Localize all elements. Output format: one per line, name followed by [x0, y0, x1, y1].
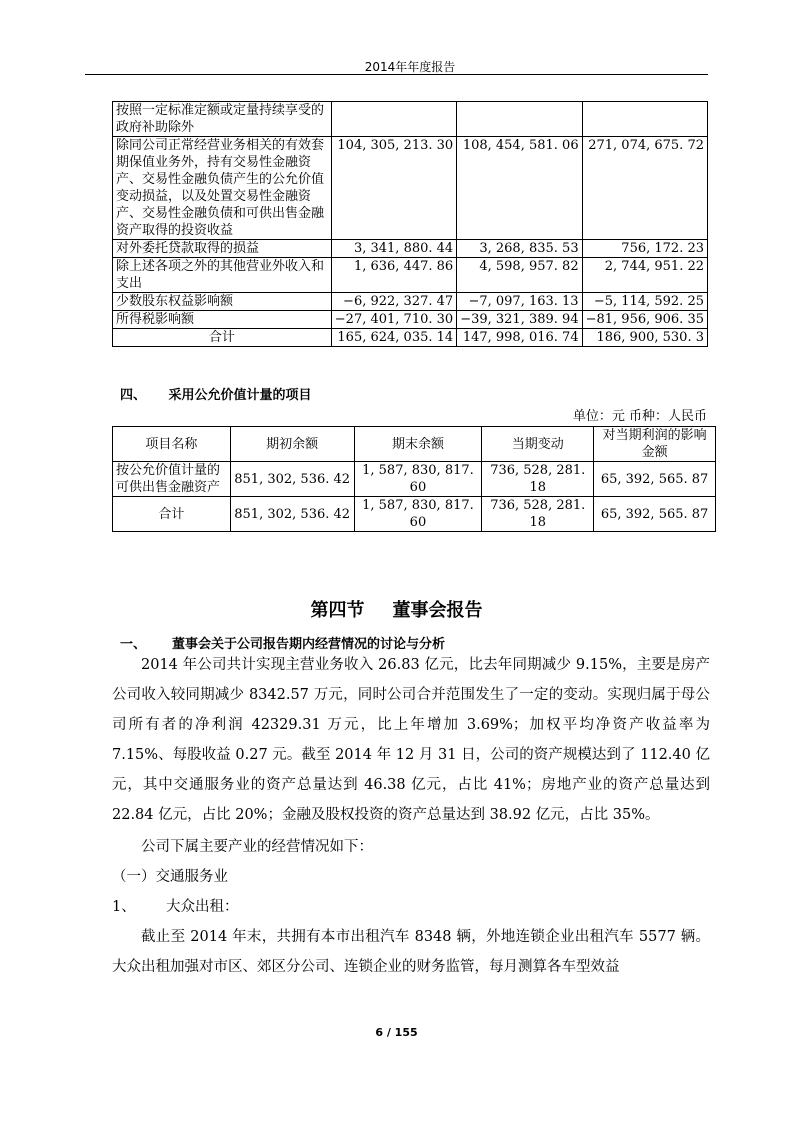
cell-value: 271, 074, 675. 72 — [582, 137, 707, 240]
cell-value: 851, 302, 536. 42 — [230, 462, 354, 497]
table-row — [113, 293, 708, 311]
chapter-name: 董事会报告 — [392, 600, 483, 621]
cell-value: 3, 268, 835. 53 — [457, 240, 582, 258]
item-number: 1、 — [112, 899, 136, 915]
chapter-title — [0, 596, 793, 622]
cell-value: 1, 587, 830, 817. 60 — [354, 462, 482, 497]
paragraph: 2014 年公司共计实现主营业务收入 26.83 亿元，比去年同期减少 9.15%，主要是房产公司收入较同期减少 8342.57 万元，同时公司合并范围发生了一定的变动。实现归属于母公司所有者的净利润 42329.31 万元，比上年增加 3.69%；加权平均净资产收益率为 7.15%、每股收益 0.27 元。截至 2014 年 12 月 31 日，公司的资产规模达到了 112.40 亿元，其中交通服务业的资产总量达到 46.38 亿元，占比 41%；房地产业的资产总量达到 22.84 亿元，占比 20%；金融及股权投资的资产总量达到 38.92 亿元，占比 35%。 — [112, 657, 710, 823]
section-number: 四、 — [120, 388, 147, 403]
cell-value: 736, 528, 281. 18 — [482, 497, 594, 532]
table-row — [113, 462, 716, 497]
paragraph: 截止至 2014 年末，共拥有本市出租汽车 8348 辆，外地连锁企业出租汽车 5577 辆。大众出租加强对市区、郊区分公司、连锁企业的财务监管，每月测算各车型效益 — [112, 929, 710, 975]
cell-value: −39, 321, 389. 94 — [457, 311, 582, 329]
table-row — [113, 258, 708, 293]
section-title: 采用公允价值计量的项目 — [168, 388, 312, 403]
row-label: 除上述各项之外的其他营业外收入和支出 — [113, 258, 332, 293]
cell-value: 851, 302, 536. 42 — [230, 497, 354, 532]
cell-value: 3, 341, 880. 44 — [331, 240, 456, 258]
row-label: 少数股东权益影响额 — [113, 293, 332, 311]
subheading: （一）交通服务业 — [112, 869, 228, 885]
heading-title: 董事会关于公司报告期内经营情况的讨论与分析 — [172, 637, 446, 652]
row-label: 合计 — [113, 329, 332, 347]
cell-value: 147, 998, 016. 74 — [457, 329, 582, 347]
table-row — [113, 137, 708, 240]
unit-note: 单位：元 币种：人民币 — [572, 409, 707, 424]
row-label: 按照一定标准定额或定量持续享受的政府补助除外 — [113, 102, 332, 137]
non-recurring-items-table — [112, 101, 708, 347]
column-header: 对当期利润的影响金额 — [594, 427, 716, 462]
cell-value: 108, 454, 581. 06 — [457, 137, 582, 240]
cell-value: 1, 636, 447. 86 — [331, 258, 456, 293]
table-row — [113, 240, 708, 258]
cell-value: 104, 305, 213. 30 — [331, 137, 456, 240]
table-total-row — [113, 329, 708, 347]
page-number: 6 / 155 — [375, 1026, 418, 1039]
paragraph: 公司下属主要产业的经营情况如下： — [141, 839, 373, 855]
table-total-row — [113, 497, 716, 532]
table-row — [113, 102, 708, 137]
row-label: 所得税影响额 — [113, 311, 332, 329]
header-rule — [85, 74, 708, 75]
cell-value: −5, 114, 592. 25 — [582, 293, 707, 311]
cell-value: 2, 744, 951. 22 — [582, 258, 707, 293]
cell-value — [457, 102, 582, 137]
body-text — [112, 650, 710, 982]
column-header: 期初余额 — [230, 427, 354, 462]
heading-number: 一、 — [120, 637, 147, 652]
row-label: 除同公司正常经营业务相关的有效套期保值业务外，持有交易性金融资产、交易性金融负债产生的公允价值变动损益，以及处置交易性金融资产、交易性金融负债和可供出售金融资产取得的投资收益 — [113, 137, 332, 240]
cell-value: 736, 528, 281. 18 — [482, 462, 594, 497]
cell-value: 65, 392, 565. 87 — [594, 462, 716, 497]
chapter-number: 第四节 — [310, 600, 365, 621]
table-header-row — [113, 427, 716, 462]
column-header: 当期变动 — [482, 427, 594, 462]
section-heading — [120, 384, 312, 403]
cell-value: 65, 392, 565. 87 — [594, 497, 716, 532]
row-label: 按公允价值计量的可供出售金融资产 — [113, 462, 231, 497]
cell-value: 1, 587, 830, 817. 60 — [354, 497, 482, 532]
row-label: 合计 — [113, 497, 231, 532]
page-header: 2014年年度报告 — [364, 60, 456, 74]
column-header: 项目名称 — [113, 427, 231, 462]
cell-value: −6, 922, 327. 47 — [331, 293, 456, 311]
cell-value: 186, 900, 530. 3 — [582, 329, 707, 347]
column-header: 期末余额 — [354, 427, 482, 462]
cell-value — [331, 102, 456, 137]
cell-value — [582, 102, 707, 137]
row-label: 对外委托贷款取得的损益 — [113, 240, 332, 258]
item-title: 大众出租： — [166, 899, 239, 915]
fair-value-table — [112, 426, 716, 532]
table-row — [113, 311, 708, 329]
cell-value: −81, 956, 906. 35 — [582, 311, 707, 329]
cell-value: 756, 172. 23 — [582, 240, 707, 258]
cell-value: −7, 097, 163. 13 — [457, 293, 582, 311]
cell-value: 4, 598, 957. 82 — [457, 258, 582, 293]
list-item — [112, 892, 710, 922]
cell-value: 165, 624, 035. 14 — [331, 329, 456, 347]
cell-value: −27, 401, 710. 30 — [331, 311, 456, 329]
